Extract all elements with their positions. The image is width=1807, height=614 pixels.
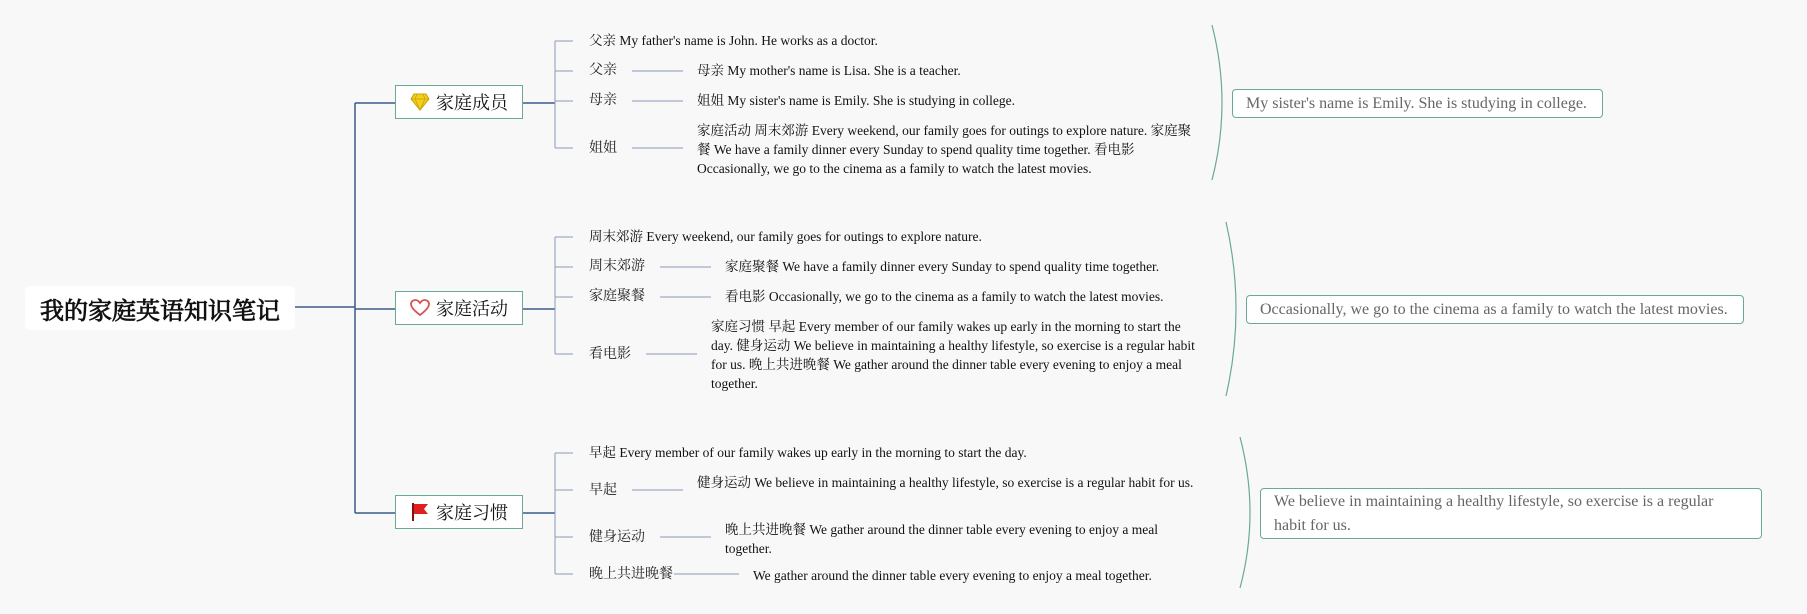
summary-box[interactable] <box>1246 295 1744 324</box>
leaf-text: 家庭活动 周末郊游 Every weekend, our family goes for outings to explore nature. 家庭聚餐 We have a family dinner every Sunday to spend quality time together. 看电影 Occasionally, we go to the cinema as a family to watch the latest movies. <box>697 123 1192 176</box>
branch-label: 家庭习惯 <box>436 503 508 524</box>
summary-box[interactable] <box>1260 488 1762 539</box>
leaf-text: 姐姐 My sister's name is Emily. She is studying in college. <box>697 93 1016 108</box>
brace-1 <box>1212 25 1222 180</box>
branch-label: 家庭活动 <box>436 299 508 320</box>
summary-box[interactable] <box>1232 89 1603 118</box>
branch-family-habits[interactable] <box>395 495 523 529</box>
summary-text: We believe in maintaining a healthy lifestyle, so exercise is a regular habit for us. <box>1274 492 1714 534</box>
root-node[interactable] <box>25 286 295 330</box>
leaf-text: 母亲 My mother's name is Lisa. She is a teacher. <box>697 63 961 78</box>
leaf-first: 周末郊游 Every weekend, our family goes for outings to explore nature. <box>589 229 982 244</box>
leaf-first: 早起 Every member of our family wakes up early in the morning to start the day. <box>589 445 1027 460</box>
leaf-first: 父亲 My father's name is John. He works as a doctor. <box>589 33 878 48</box>
brace-3 <box>1240 437 1250 588</box>
leaf-text: 家庭习惯 早起 Every member of our family wakes up early in the morning to start the day. 健身运动 We believe in maintaining a healthy lifestyle, so exercise is a regular habit for us. 晚上共进晚餐 We gather around the dinner table every evening to enjoy a meal together. <box>711 319 1195 391</box>
heart-icon <box>410 299 430 317</box>
leaf-label: 母亲 <box>589 92 617 108</box>
brace-2 <box>1226 222 1236 396</box>
leaf-text: 晚上共进晚餐 We gather around the dinner table every evening to enjoy a meal together. <box>725 522 1159 556</box>
leaf-label: 周末郊游 <box>589 258 645 274</box>
root-title: 我的家庭英语知识笔记 <box>40 296 280 325</box>
leaf-label: 早起 <box>589 482 617 498</box>
leaf-label: 看电影 <box>589 346 631 362</box>
summary-text: Occasionally, we go to the cinema as a family to watch the latest movies. <box>1260 300 1728 318</box>
branch-family-members[interactable] <box>395 85 523 119</box>
summary-text: My sister's name is Emily. She is studying in college. <box>1246 94 1587 112</box>
leaf-text: 健身运动 We believe in maintaining a healthy lifestyle, so exercise is a regular habit for us. <box>697 475 1194 490</box>
leaf-label: 父亲 <box>589 62 617 78</box>
leaf-label: 姐姐 <box>589 140 617 156</box>
gem-icon <box>410 93 430 111</box>
leaf-text: 看电影 Occasionally, we go to the cinema as a family to watch the latest movies. <box>725 289 1164 304</box>
branch-label: 家庭成员 <box>436 93 508 114</box>
leaf-label: 健身运动 <box>589 529 645 545</box>
leaf-label: 晚上共进晚餐 <box>589 566 673 582</box>
branch-family-activities[interactable] <box>395 291 523 325</box>
flag-icon <box>410 502 430 522</box>
leaf-text: We gather around the dinner table every evening to enjoy a meal together. <box>753 568 1152 583</box>
leaf-label: 家庭聚餐 <box>589 288 645 304</box>
leaf-text: 家庭聚餐 We have a family dinner every Sunday to spend quality time together. <box>725 259 1160 274</box>
